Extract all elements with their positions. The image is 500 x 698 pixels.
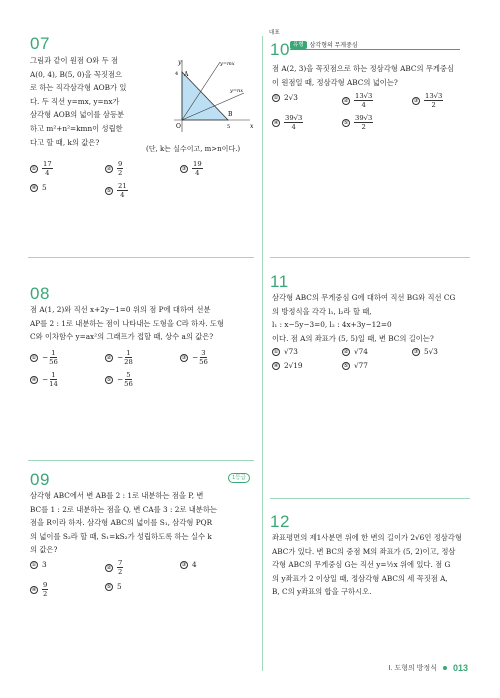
fraction-numerator: 1 [51, 349, 56, 357]
row-divider [28, 460, 254, 461]
choice-value: 5 [42, 183, 47, 192]
row-divider [28, 257, 254, 258]
choice-number: ① [273, 349, 279, 355]
choice-sign: − [42, 374, 49, 384]
choice-fraction [49, 349, 58, 366]
choice-fraction [124, 349, 133, 366]
choice-value: 2√19 [284, 361, 303, 370]
choice-fraction [117, 182, 128, 199]
question-line: B, C의 y좌표의 합을 구하시오. [272, 587, 372, 597]
fraction-denominator: 2 [431, 101, 436, 109]
fraction-numerator: 13√3 [355, 92, 373, 100]
choice-number: ① [31, 354, 37, 361]
question-10-text [272, 62, 454, 89]
choice-fraction [354, 92, 373, 109]
choice-option[interactable] [105, 349, 133, 366]
choice-value: 5 [117, 582, 122, 591]
question-line: ABC가 있다. 변 BC의 중점 M의 좌표가 (5, 2)이고, 정삼 [272, 546, 456, 556]
fraction-denominator: 2 [361, 123, 366, 131]
fraction-denominator: 2 [118, 568, 123, 576]
choice-option[interactable] [180, 349, 208, 366]
choice-number: ① [273, 95, 279, 101]
type-pill: 유형 [290, 41, 307, 49]
question-line: 점 A(1, 2)와 직선 x+2y−1=0 위의 점 P에 대하여 선분 [30, 305, 211, 314]
choice-number: ④ [273, 119, 279, 126]
page-number: 013 [452, 663, 468, 673]
question-line: 의 값은? [30, 545, 58, 555]
choice-fraction [117, 160, 123, 177]
graph-label-origin: O [176, 123, 181, 130]
choice-number: ① [31, 562, 37, 568]
type-title: 삼각형의 무게중심 [309, 43, 358, 49]
header-tag: 대표 [269, 30, 280, 36]
question-line: 점 A(2, 3)을 꼭짓점으로 하는 정삼각형 ABC의 무게중심 [272, 64, 455, 73]
choice-option[interactable] [30, 182, 47, 194]
choice-value: 2√3 [284, 93, 298, 102]
question-line: 좌표평면의 제1사분면 위에 한 변의 길이가 2√6인 정삼각형 [272, 533, 462, 542]
question-line: 의 방정식을 각각 l₁, l₂라 할 때, [272, 306, 372, 316]
choice-fraction [424, 92, 443, 109]
question-number: 09 [30, 470, 50, 489]
question-line: l₁ : x−5y−3=0, l₂ : 4x+3y−12=0 [272, 320, 392, 330]
question-line: 각형 ABC의 무게중심 G는 직선 y=½x 위에 있다. 점 G [272, 560, 451, 570]
fraction-denominator: 4 [291, 123, 296, 131]
choice-option[interactable] [105, 182, 128, 199]
choice-option[interactable] [105, 371, 133, 388]
fraction-numerator: 9 [43, 581, 48, 589]
question-number: 11 [270, 272, 289, 291]
fraction-numerator: 3 [201, 349, 206, 357]
row-divider [270, 257, 470, 258]
choice-number: ⑤ [106, 376, 112, 383]
choice-number: ⑤ [343, 363, 349, 369]
question-line: 하고 m²+n²=kmn이 성립한 [30, 123, 123, 133]
choice-fraction [199, 349, 208, 366]
choice-number: ② [106, 354, 112, 361]
choice-value: √73 [284, 347, 298, 356]
question-line: 의 넓이를 S₂라 할 때, S₁=kS₂가 성립하도록 하는 실수 k [30, 531, 212, 541]
question-line: A(0, 4), B(5, 0)을 꼭짓점으 [30, 69, 123, 79]
question-number: 12 [270, 512, 290, 531]
fraction-numerator: 13√3 [425, 92, 443, 100]
choice-number: ④ [31, 376, 37, 383]
choice-option[interactable] [180, 160, 203, 177]
graph-label-mx: y=mx [220, 61, 235, 67]
choice-number: ④ [31, 185, 37, 191]
question-line: 점을 R이라 하자. 삼각형 ABC의 넓이를 S₁, 삼각형 PQR [30, 518, 213, 528]
type-header [290, 39, 358, 50]
graph-label-nx: y=nx [230, 88, 244, 94]
choice-option[interactable] [30, 160, 53, 177]
choice-option[interactable] [105, 559, 123, 576]
question-12-text [272, 531, 462, 599]
choice-option[interactable] [30, 349, 58, 366]
choice-number: ② [343, 349, 349, 355]
choice-number: ⑤ [106, 187, 112, 194]
choice-number: ② [343, 97, 349, 104]
choice-value: √74 [354, 347, 368, 356]
choice-number: ⑤ [106, 584, 112, 590]
choice-number: ④ [273, 363, 279, 369]
choice-fraction [42, 581, 48, 598]
choice-option[interactable] [272, 114, 303, 131]
choice-sign: − [117, 374, 124, 384]
choice-option[interactable] [105, 581, 122, 593]
choice-fraction [49, 371, 58, 388]
question-11-text [272, 291, 455, 345]
fraction-denominator: 56 [199, 358, 208, 366]
fraction-numerator: 39√3 [285, 114, 303, 122]
choice-number: ③ [181, 562, 187, 568]
choice-value: 4 [192, 560, 197, 569]
graph-label-a: A [184, 71, 189, 78]
choice-option[interactable] [272, 346, 298, 358]
question-line: AP를 2 : 1로 내분하는 점이 나타내는 도형을 C라 하자. 도형 [30, 318, 224, 328]
choice-option[interactable] [342, 114, 373, 131]
fraction-numerator: 5 [126, 371, 131, 379]
column-divider [262, 36, 263, 671]
question-line: 이 원점일 때, 정삼각형 ABC의 넓이는? [272, 77, 398, 87]
row-divider [270, 498, 470, 499]
question-09-text [30, 489, 217, 557]
question-07-text [30, 54, 126, 149]
choice-option[interactable] [342, 360, 368, 372]
choice-sign: − [42, 352, 49, 362]
choice-option[interactable] [272, 360, 303, 372]
choice-option[interactable] [180, 559, 197, 571]
choice-number: ③ [181, 165, 187, 172]
choice-option[interactable] [272, 92, 298, 104]
question-line: 삼각형 AOB의 넓이를 삼등분 [30, 110, 125, 120]
choice-fraction [354, 114, 373, 131]
fraction-numerator: 39√3 [355, 114, 373, 122]
fraction-denominator: 2 [118, 169, 123, 177]
fraction-denominator: 14 [49, 380, 58, 388]
choice-number: ② [106, 564, 112, 571]
fraction-denominator: 56 [124, 380, 133, 388]
choice-sign: − [192, 352, 199, 362]
question-line: BC를 1 : 2로 내분하는 점을 Q, 변 CA를 3 : 2로 내분하는 [30, 504, 217, 514]
condition-note: (단, k는 실수이고, m>n이다.) [146, 145, 241, 153]
choice-value: 5√3 [424, 347, 438, 356]
choice-option[interactable] [30, 559, 47, 571]
question-line: 다고 할 때, k의 값은? [30, 137, 100, 147]
question-line: 다. 두 직선 y=mx, y=nx가 [30, 96, 120, 106]
fraction-numerator: 9 [118, 160, 123, 168]
choice-number: ④ [31, 586, 37, 593]
page-footer [389, 663, 468, 673]
difficulty-badge: 1등급 [228, 473, 250, 483]
choice-sign: − [117, 352, 124, 362]
choice-number: ⑤ [343, 119, 349, 126]
triangle-graph [170, 58, 255, 136]
choice-number: ③ [413, 349, 419, 355]
footer-dot-icon [443, 666, 447, 670]
fraction-numerator: 17 [43, 160, 52, 168]
graph-label-4: 4 [175, 71, 179, 77]
question-line: 로 하는 직각삼각형 AOB가 있 [30, 83, 127, 93]
graph-label-5: 5 [227, 124, 231, 130]
fraction-denominator: 28 [124, 358, 133, 366]
fraction-numerator: 7 [118, 559, 123, 567]
choice-fraction [117, 559, 123, 576]
question-line: C와 이차함수 y=ax²의 그래프가 접할 때, 상수 a의 값은? [30, 332, 214, 342]
choice-option[interactable] [342, 346, 368, 358]
question-line: 이다. 점 A의 좌표가 (5, 5)일 때, 변 BC의 길이는? [272, 333, 434, 343]
graph-label-b: B [228, 111, 233, 118]
question-line: 의 y좌표가 2 이상일 때, 정삼각형 ABC의 세 꼭짓점 A, [272, 573, 448, 583]
choice-option[interactable] [30, 581, 48, 598]
fraction-denominator: 4 [361, 101, 366, 109]
choice-fraction [124, 371, 133, 388]
choice-option[interactable] [105, 160, 123, 177]
choice-fraction [42, 160, 53, 177]
question-number: 10 [270, 40, 290, 59]
choice-value: √77 [354, 361, 368, 370]
choice-number: ③ [181, 354, 187, 361]
fraction-numerator: 1 [126, 349, 131, 357]
fraction-denominator: 4 [120, 191, 125, 199]
fraction-numerator: 1 [51, 371, 56, 379]
choice-value: 3 [42, 560, 47, 569]
graph-label-y: y [178, 59, 182, 66]
choice-number: ① [31, 165, 37, 172]
choice-option[interactable] [30, 371, 58, 388]
choice-number: ② [106, 165, 112, 172]
question-08-text [30, 303, 224, 344]
fraction-denominator: 2 [43, 590, 48, 598]
choice-option[interactable] [412, 346, 438, 358]
choice-number: ③ [413, 97, 419, 104]
fraction-denominator: 4 [45, 169, 50, 177]
question-line: 삼각형 ABC에서 변 AB를 2 : 1로 내분하는 점을 P, 변 [30, 491, 204, 500]
fraction-numerator: 21 [118, 182, 127, 190]
question-number: 07 [30, 34, 50, 53]
question-number: 08 [30, 284, 50, 303]
question-line: 그림과 같이 원점 O와 두 점 [30, 56, 119, 65]
choice-option[interactable] [412, 92, 443, 109]
fraction-denominator: 56 [49, 358, 58, 366]
section-title: I. 도형의 방정식 [388, 665, 437, 672]
graph-label-x: x [250, 123, 254, 130]
choice-fraction [192, 160, 203, 177]
choice-option[interactable] [342, 92, 373, 109]
question-line: 삼각형 ABC의 무게중심 G에 대하여 직선 BG와 직선 CG [272, 293, 456, 302]
choice-fraction [284, 114, 303, 131]
fraction-denominator: 4 [195, 169, 200, 177]
fraction-numerator: 19 [193, 160, 202, 168]
